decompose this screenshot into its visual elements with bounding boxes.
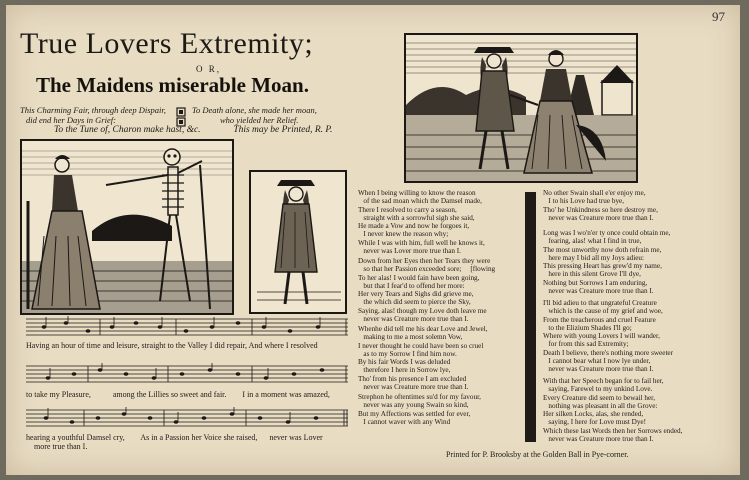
music-lyric-line-1: Having an hour of time and leisure, straight to the Valley I did repair, And where I resolved: [26, 341, 318, 350]
verse-7: I'll bid adieu to that ungrateful Creature which is the cause of my grief and woe, From the treacherous and cruel Feature to the Elizium Shades I'll go; Where with young Lovers I will wander, for from this sad Extremity; Death I believe, there's nothing more sweeter I cannot bear what I now lye under, never was Creature more true than I.: [543, 299, 674, 374]
music-staff-3: [26, 407, 348, 429]
verse-6: Long was I wo'n'er ty once could obtain me, fearing, alas! what I find in true, The most unworthy now doth refrain me, here may I bid all my Joys adieu: This pressing Heart has grew'd my name, here in this silent Grove I'll dye, Nothing but Sorrows I am enduring, never was Creature more true than I.: [543, 229, 671, 296]
ballad-title: True Lovers Extremity;: [20, 27, 314, 60]
verse-8: With that her Speech began for to fail her, saying, Farewel to my unkind Love. Every Creature did seem to bewail her, nothing was pleasant in all the Grove: Her silken Locks, alas, she rended, saying, I here for Love must Dye! Which these last Words then her Sorrows ended, never was Creature more true than I.: [543, 377, 683, 444]
printers-ornament-icon: [176, 107, 186, 127]
intro-verse-right: [192, 105, 317, 125]
intro-right-line-1: To Death alone, she made her moan,: [192, 105, 317, 115]
music-lyric-line-4: more true than I.: [34, 442, 88, 451]
woodcut-gentleman: [249, 170, 347, 314]
lyric-2b: among the Lillies so sweet and fair.: [112, 390, 227, 399]
music-lyric-line-3: [26, 433, 323, 442]
woodcut-courting-couple: [404, 33, 638, 183]
tune-name: To the Tune of, Charon make hast, &c.: [54, 125, 201, 135]
music-lyric-line-2: [26, 390, 330, 399]
title-or: O R,: [196, 64, 222, 74]
music-staff-2: [26, 363, 348, 385]
column-rule: [525, 192, 536, 442]
folio-number: 97: [712, 9, 725, 24]
lyric-2c: I in a moment was amazed,: [242, 390, 330, 399]
intro-right-line-2: who yielded her Relief.: [220, 115, 299, 125]
verse-4: Strephon he oftentimes su'd for my favour, never was any young Swain so kind, But my Affections was settled for ever, I cannot waver with any Wind: [358, 393, 481, 426]
lyric-3c: never was Lover: [269, 433, 323, 442]
verse-2: Down from her Eyes then her Tears they were so that her Passion exceeded sore; [flowing To her alas! I would fain have been going, but that I fear'd to offend her more: Her very Tears and Sighs did grieve me, the which did seem to pierce the Sky, Saying, alas! though my Love doth leave me never was Creature more true than I.: [358, 257, 496, 324]
verse-1: When I being willing to know the reason of the sad moan which the Damsel made, There I resolved to carry a season, straight with a sorrowful sigh she said, He made a Vow and now he forgoes it, I never knew the reason why; While I was with him, full well he knows it, never was Lover more true than I.: [358, 189, 485, 256]
music-staff-1: [26, 316, 348, 338]
broadside-sheet: [6, 5, 740, 475]
intro-verse-left: [20, 105, 166, 125]
license-line: This may be Printed, R. P.: [233, 125, 333, 135]
lyric-3b: As in a Passion her Voice she raised,: [140, 433, 258, 442]
intro-left-line-1: This Charming Fair, through deep Dispair,: [20, 105, 166, 115]
tune-line: [54, 125, 332, 135]
imprint-line: Printed for P. Brooksby at the Golden Ball in Pye-corner.: [446, 450, 629, 459]
lyric-3a: hearing a youthful Damsel cry,: [26, 433, 125, 442]
lyric-2a: to take my Pleasure,: [26, 390, 91, 399]
verse-5: No other Swain shall e'er enjoy me, I to his Love had true bye, Tho' he Unkindness so here destroy me, never was Creature more true than I.: [543, 189, 658, 222]
verse-3: Whenhe did tell me his dear Love and Jewel, making to me a most solemn Vow, I never thought he could have been so cruel as to my Sorrow I find him now. By his fair Words I was deluded therefore I here in Sorrow lye, Tho' from his presence I am excluded never was Creature more true than I.: [358, 325, 488, 392]
ballad-subtitle: The Maidens miserable Moan.: [36, 73, 309, 97]
woodcut-lady-and-death: [20, 139, 234, 315]
intro-left-line-2: did end her Days in Grief:: [26, 115, 116, 125]
